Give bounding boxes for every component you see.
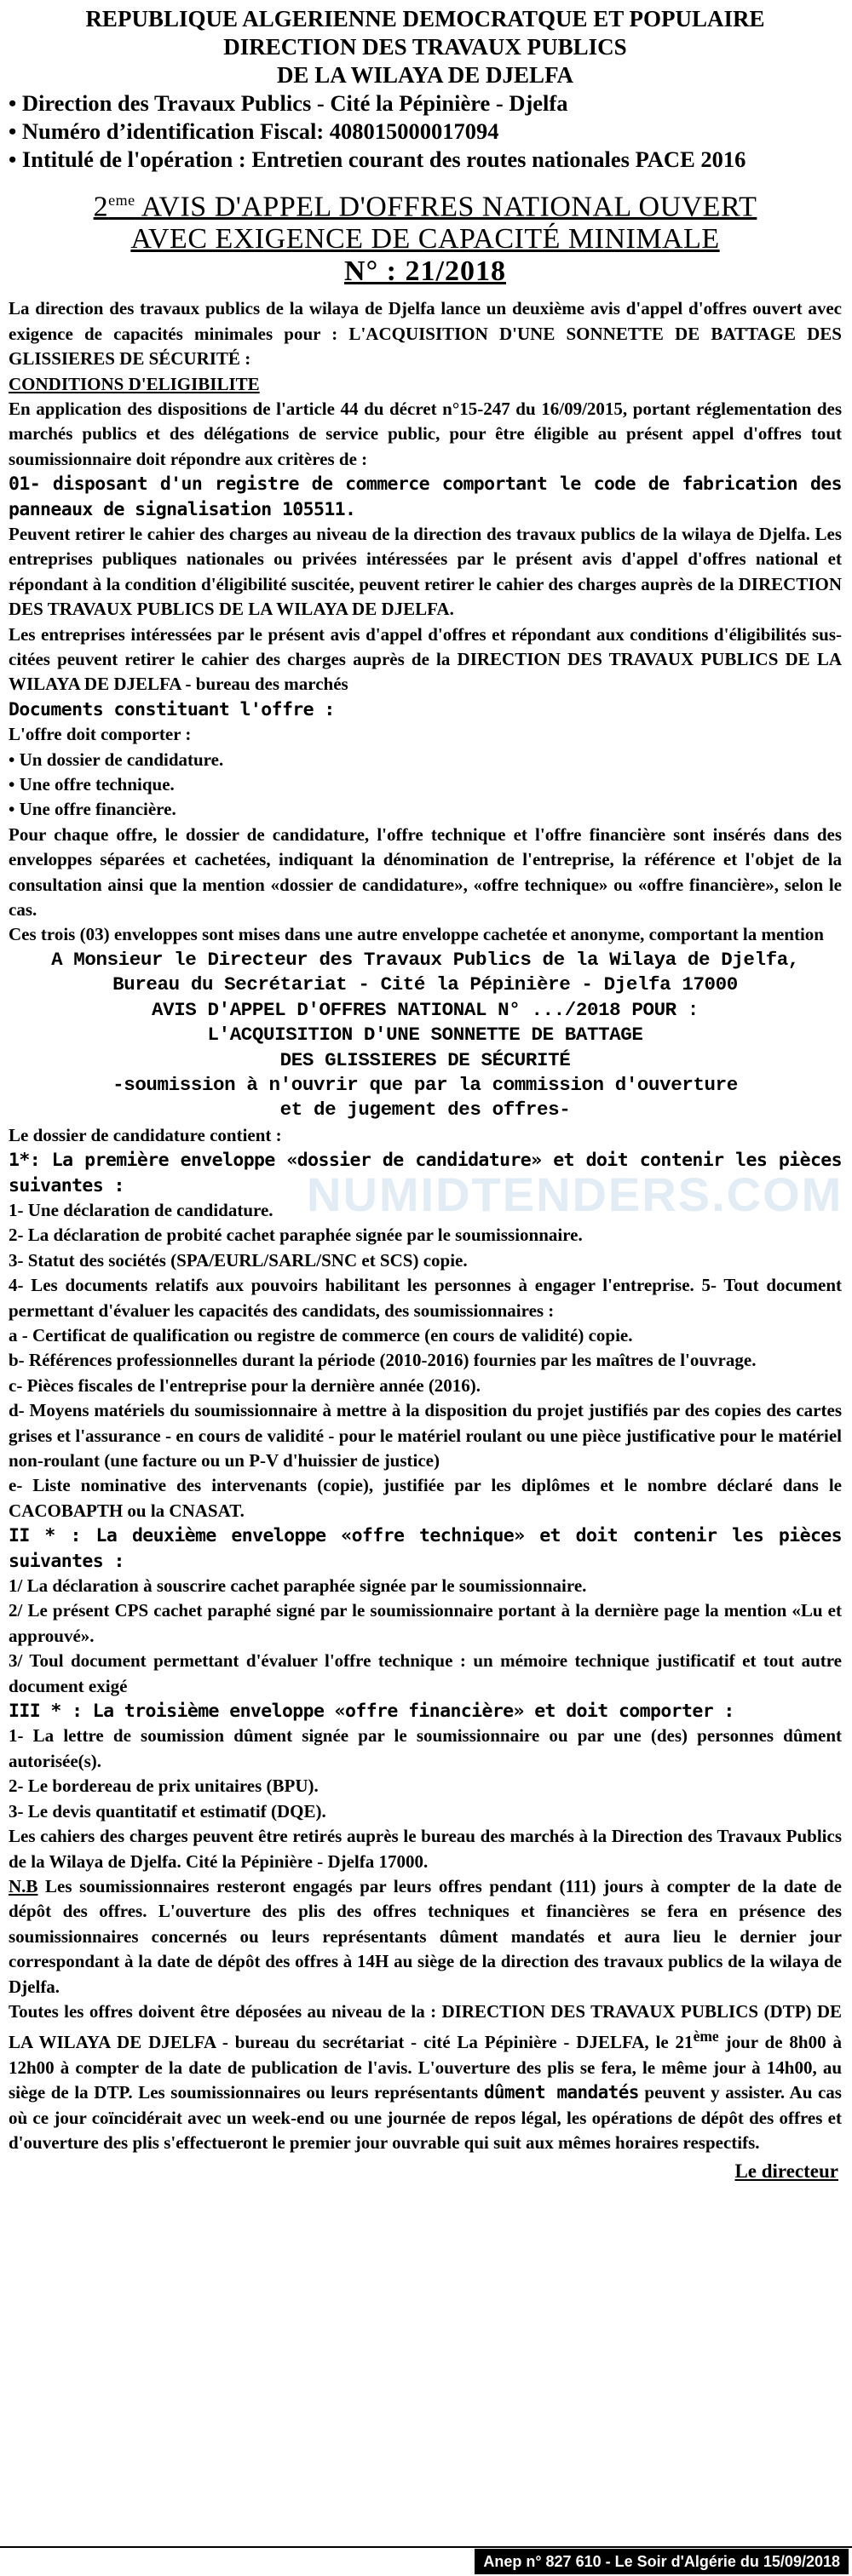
- address-line: A Monsieur le Directeur des Travaux Publics de la Wilaya de Djelfa,: [51, 948, 799, 971]
- eligibility-heading: CONDITIONS D'ELIGIBILITE: [9, 373, 260, 394]
- three-envelopes-paragraph: Ces trois (03) enveloppes sont mises dans une autre enveloppe cachetée et anonyme, comportant la mention: [9, 924, 824, 945]
- signature: Le directeur: [734, 2160, 838, 2183]
- offer-item: • Une offre technique.: [9, 774, 175, 795]
- envelope-2-title: II * : La deuxième enveloppe «offre technique» et doit contenir les pièces suivantes :: [9, 1525, 842, 1572]
- envelope-1-title: 1*: La première enveloppe «dossier de candidature» et doit contenir les pièces suivantes :: [9, 1150, 842, 1196]
- envelope-3-item: 1- La lettre de soumission dûment signée par le soumissionnaire ou par une (des) personnes dûment autorisée(s).: [9, 1725, 842, 1771]
- bottom-rule: [0, 2546, 852, 2548]
- header-wilaya: DE LA WILAYA DE DJELFA: [276, 62, 574, 88]
- withdraw-paragraph-1: Peuvent retirer le cahier des charges au niveau de la direction des travaux publics de la wilaya de Djelfa. Les entreprises publiques nationales ou privées intéressées par le présent avis d'appel d'offres national et répondant à la condition d'éligibilité suscitée, peuvent retirer le cahier des charges auprès de la DIRECTION DES TRAVAUX PUBLICS DE LA WILAYA DE DJELFA.: [9, 523, 842, 620]
- address-line: -soumission à n'ouvrir que par la commission d'ouverture: [112, 1073, 738, 1096]
- envelope-2-item: 2/ Le présent CPS cachet paraphé signé par le soumissionnaire portant à la dernière page la mention «Lu et approuvé».: [9, 1600, 842, 1646]
- envelope-1-item: a - Certificat de qualification ou registre de commerce (en cours de validité) copie.: [9, 1324, 633, 1345]
- watermark: NUMIDTENDERS.COM: [307, 1168, 843, 1221]
- header-fiscal-id: • Numéro d’identification Fiscal: 408015000017094: [9, 118, 499, 144]
- documents-heading: Documents constituant l'offre :: [9, 698, 335, 720]
- offer-item: • Un dossier de candidature.: [9, 749, 224, 770]
- envelope-1-item: c- Pièces fiscales de l'entreprise pour la dernière année (2016).: [9, 1374, 481, 1396]
- deposit-paragraph: Toutes les offres doivent être déposées au niveau de la : DIRECTION DES TRAVAUX PUBLICS (DTP) DE LA WILAYA DE DJELFA - bureau du secrétariat - cité La Pépinière - DJELFA, le 21ème jour de 8h00 à 12h00 à compter de la date de publication de l'avis. L'ouverture des plis se fera, le même jour à 14h00, au siège de la DTP. Les soumissionnaires ou leurs représentants dûment mandatés peuvent y assister. Au cas où ce jour coïncidérait avec un week-end ou une journée de repos légal, les opérations de dépôt des offres et d'ouverture des plis s'effectueront le premier jour ouvrable qui suit aux mêmes horaires respectifs.: [9, 2000, 842, 2153]
- envelope-1-item: 3- Statut des sociétés (SPA/EURL/SARL/SNC et SCS) copie.: [9, 1249, 468, 1271]
- address-line: L'ACQUISITION D'UNE SONNETTE DE BATTAGE: [207, 1024, 643, 1047]
- offer-must-include: L'offre doit comporter :: [9, 724, 192, 745]
- address-line: AVIS D'APPEL D'OFFRES NATIONAL N° .../2018 POUR :: [151, 998, 699, 1021]
- address-line: et de jugement des offres-: [279, 1099, 571, 1122]
- envelope-1-item: 1- Une déclaration de candidature.: [9, 1199, 273, 1220]
- eligibility-text: En application des dispositions de l'article 44 du décret n°15-247 du 16/09/2015, portant réglementation des marchés publics et des délégations de service public, pour être éligible au présent appel d'offres tout soumissionnaire doit répondre aux critères de :: [9, 398, 842, 469]
- nb-label: N.B: [9, 1875, 38, 1896]
- envelope-1-item: d- Moyens matériels du soumissionnaire à mettre à la disposition du projet justifiés par des copies des cartes grises et l'assurance - en cours de validité - pour le matériel roulant ou une pièce justificative pour le matériel non-roulant (une facture ou un P-V d'huissier de justice): [9, 1400, 842, 1472]
- notice-number: N° : 21/2018: [344, 255, 506, 288]
- envelope-2-item: 3/ Toul document permettant d'évaluer l'offre technique : un mémoire technique justificatif et tout autre document exigé: [9, 1650, 842, 1696]
- offer-item: • Une offre financière.: [9, 799, 176, 820]
- notice-title: 2eme AVIS D'APPEL D'OFFRES NATIONAL OUVERT AVEC EXIGENCE DE CAPACITÉ MINIMALE: [93, 191, 757, 255]
- envelope-3-title: III * : La troisième enveloppe «offre financière» et doit comporter :: [9, 1701, 734, 1723]
- header-republic: REPUBLIQUE ALGERIENNE DEMOCRATQUE ET POPULAIRE: [85, 6, 765, 32]
- nb-paragraph: N.B Les soumissionnaires resteront engagés par leurs offres pendant (111) jours à compter de la date de dépôt des offres. L'ouverture des plis des offres techniques et financières se fera en présence des soumissionnaires concernés ou leurs représentants dûment mandatés et aura lieu le dernier jour correspondant à la date de dépôt des offres à 14H au siège de la direction des travaux publics de la wilaya de Djelfa.: [9, 1875, 842, 1997]
- envelope-1-item: e- Liste nominative des intervenants (copie), justifiée par les diplômes et le nombre déclaré dans le CACOBAPTH ou la CNASAT.: [9, 1475, 842, 1521]
- header-direction: DIRECTION DES TRAVAUX PUBLICS: [223, 34, 627, 60]
- withdraw-paragraph-2: Les entreprises intéressées par le présent avis d'appel d'offres et répondant aux conditions d'éligibilités sus-citées peuvent retirer le cahier des charges auprès de la DIRECTION DES TRAVAUX PUBLICS DE LA WILAYA DE DJELFA - bureau des marchés: [9, 623, 842, 695]
- address-line: Bureau du Secrétariat - Cité la Pépinière - Djelfa 17000: [112, 973, 738, 996]
- header-operation: • Intitulé de l'opération : Entretien courant des routes nationales PACE 2016: [9, 146, 746, 172]
- header-address: • Direction des Travaux Publics - Cité la Pépinière - Djelfa: [9, 90, 568, 116]
- footer-publication: Anep n° 827 610 - Le Soir d'Algérie du 15/09/2018: [475, 2549, 849, 2574]
- envelope-2-item: 1/ La déclaration à souscrire cachet paraphée signée par le soumissionnaire.: [9, 1575, 587, 1597]
- envelopes-paragraph: Pour chaque offre, le dossier de candidature, l'offre technique et l'offre financière sont insérés dans des enveloppes séparées et cachetées, indiquant la dénomination de l'entreprise, la référence et l'objet de la consultation ainsi que la mention «dossier de candidature», «offre technique» ou «offre financière», selon le cas.: [9, 823, 842, 921]
- candidature-contains: Le dossier de candidature contient :: [9, 1124, 282, 1145]
- address-line: DES GLISSIERES DE SÉCURITÉ: [279, 1048, 571, 1071]
- envelope-1-item: 2- La déclaration de probité cachet paraphée signée par le soumissionnaire.: [9, 1225, 583, 1246]
- envelope-3-item: 2- Le bordereau de prix unitaires (BPU).: [9, 1776, 319, 1797]
- envelope-3-item: 3- Le devis quantitatif et estimatif (DQE).: [9, 1800, 326, 1822]
- envelope-1-item: b- Références professionnelles durant la période (2010-2016) fournies par les maîtres de l'ouvrage.: [9, 1350, 757, 1371]
- criterion-1: 01- disposant d'un registre de commerce comportant le code de fabrication des panneaux de signalisation 105511.: [9, 473, 842, 520]
- cahiers-paragraph: Les cahiers des charges peuvent être retirés auprès le bureau des marchés à la Direction des Travaux Publics de la Wilaya de Djelfa. Cité la Pépinière - Djelfa 17000.: [9, 1826, 842, 1872]
- intro-paragraph: La direction des travaux publics de la wilaya de Djelfa lance un deuxième avis d'appel d'offres ouvert avec exigence de capacités minimales pour : L'ACQUISITION D'UNE SONNETTE DE BATTAGE DES GLISSIERES DE SÉCURITÉ :: [9, 298, 842, 370]
- envelope-1-item: 4- Les documents relatifs aux pouvoirs habilitant les personnes à engager l'entreprise. 5- Tout document permettant d'évaluer les capacités des candidats, des soumissionnaires :: [9, 1275, 842, 1321]
